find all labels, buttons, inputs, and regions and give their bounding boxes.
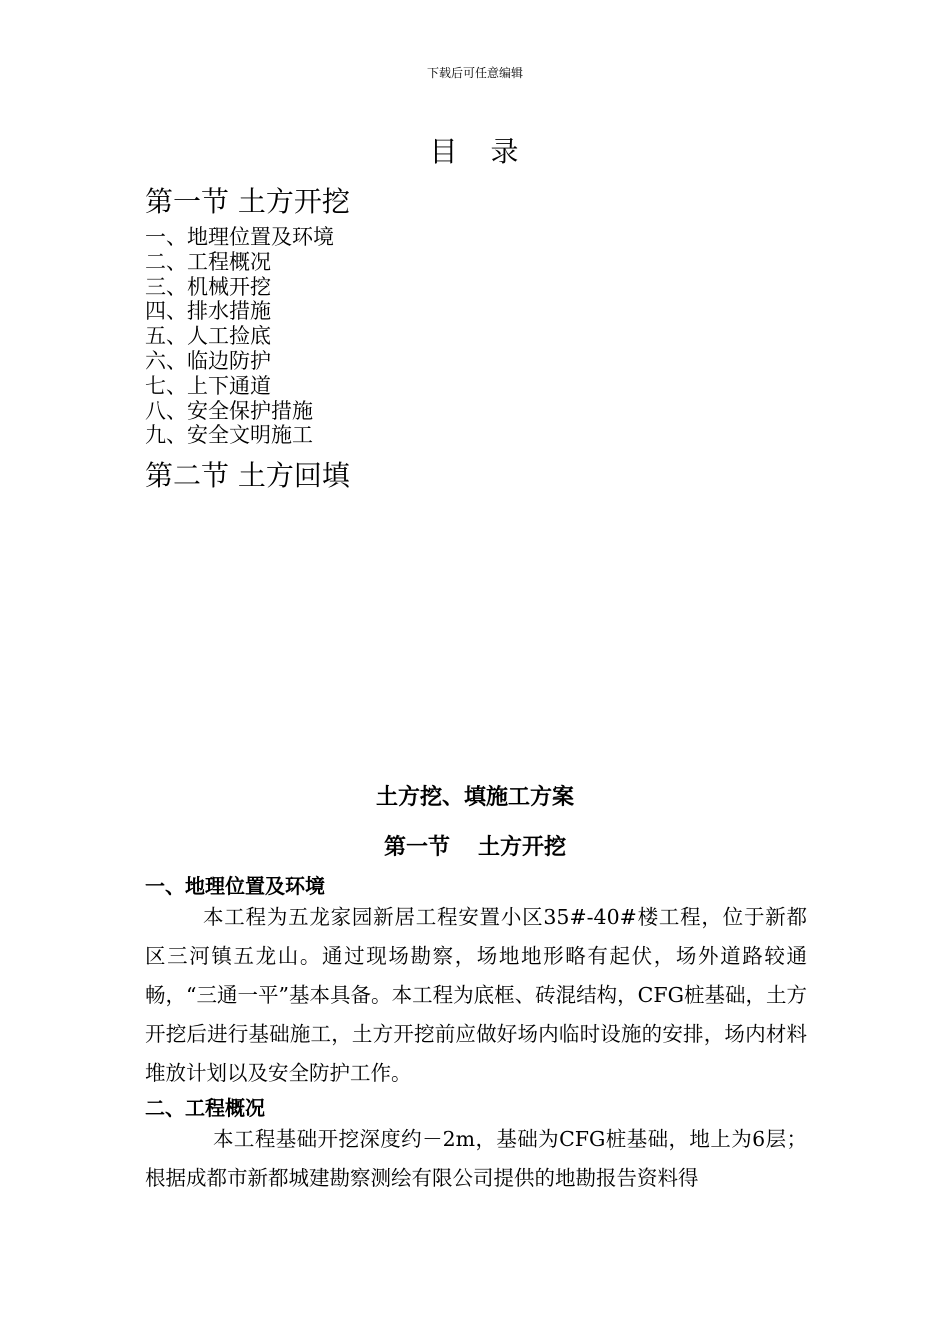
section-name: 土方开挖 xyxy=(478,834,567,860)
subheading-location: 一、地理位置及环境 xyxy=(145,874,325,898)
toc-item: 二、工程概况 xyxy=(145,249,271,274)
subheading-overview: 二、工程概况 xyxy=(145,1096,265,1120)
toc-item: 五、人工捡底 xyxy=(145,324,271,349)
document-title: 土方挖、填施工方案 xyxy=(375,784,574,810)
toc-item: 四、排水措施 xyxy=(145,299,271,324)
toc-item: 八、安全保护措施 xyxy=(145,398,313,423)
page-header-note: 下载后可任意编辑 xyxy=(426,66,523,80)
toc-section-1: 第一节 土方开挖 xyxy=(145,185,350,218)
paragraph-overview: 本工程基础开挖深度约－2m，基础为CFG桩基础，地上为6层；根据成都市新都城建勘察测绘有限公司提供的地勘报告资料得 xyxy=(145,1127,807,1190)
toc-item: 三、机械开挖 xyxy=(145,274,271,299)
toc-section-2: 第二节 土方回填 xyxy=(145,459,350,492)
toc-item: 七、上下通道 xyxy=(145,373,271,398)
paragraph-location: 本工程为五龙家园新居工程安置小区35#-40#楼工程，位于新都区三河镇五龙山。通过现场勘察，场地地形略有起伏，场外道路较通畅，“三通一平”基本具备。本工程为底框、砖混结构，CFG桩基础，土方开挖后进行基础施工，土方开挖前应做好场内临时设施的安排，场内材料堆放计划以及安全防护工作。 xyxy=(145,905,807,1085)
toc-item: 六、临边防护 xyxy=(145,348,271,373)
toc-list xyxy=(145,225,334,448)
toc-item: 一、地理位置及环境 xyxy=(145,225,334,249)
toc-item: 九、安全文明施工 xyxy=(145,423,313,448)
toc-title: 目 录 xyxy=(429,135,531,168)
section-number: 第一节 xyxy=(383,834,450,860)
section-heading xyxy=(0,830,950,861)
